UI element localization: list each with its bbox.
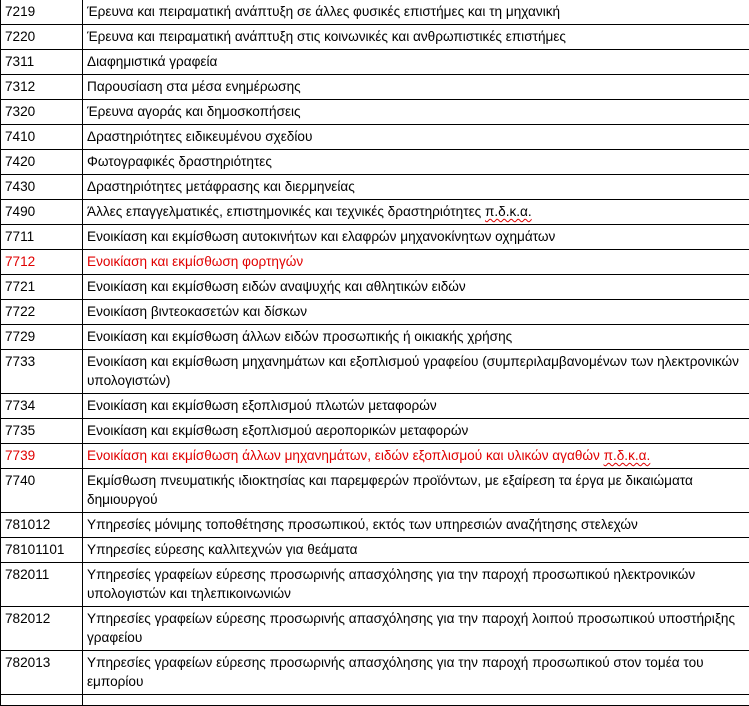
table-row xyxy=(1,394,749,419)
activity-description-text: Υπηρεσίες γραφείων εύρεσης προσωρινής απασχόλησης για την παροχή προσωπικού στον τομέα του εμπορίου xyxy=(87,655,704,689)
activity-description-cell xyxy=(83,300,749,325)
table-row xyxy=(1,607,749,651)
activity-description-text: Δραστηριότητες ειδικευμένου σχεδίου xyxy=(87,129,312,144)
table-row xyxy=(1,563,749,607)
activity-description-text: Διαφημιστικά γραφεία xyxy=(87,54,217,69)
activity-description-text: Ενοικίαση και εκμίσθωση άλλων ειδών προσωπικής ή οικιακής χρήσης xyxy=(87,329,512,344)
activity-code-cell: 7219 xyxy=(1,0,83,25)
activity-description-cell xyxy=(83,100,749,125)
activity-description-cell xyxy=(83,394,749,419)
activity-code-cell: 7490 xyxy=(1,200,83,225)
table-row xyxy=(1,538,749,563)
table-row xyxy=(1,100,749,125)
activity-code-table-body xyxy=(1,0,749,706)
activity-code-cell: 7740 xyxy=(1,469,83,513)
activity-code-cell: 7711 xyxy=(1,225,83,250)
activity-code-cell: 7320 xyxy=(1,100,83,125)
table-row xyxy=(1,469,749,513)
activity-description-cell xyxy=(83,175,749,200)
table-row xyxy=(1,419,749,444)
activity-description-cell xyxy=(83,419,749,444)
activity-code-cell xyxy=(1,695,83,706)
activity-description-cell xyxy=(83,0,749,25)
activity-description-text: Έρευνα και πειραματική ανάπτυξη στις κοινωνικές και ανθρωπιστικές επιστήμες xyxy=(87,29,566,44)
table-row xyxy=(1,175,749,200)
activity-description-cell xyxy=(83,607,749,651)
activity-description-text: Ενοικίαση και εκμίσθωση άλλων μηχανημάτων, ειδών εξοπλισμού και υλικών αγαθών xyxy=(87,448,600,463)
table-row xyxy=(1,0,749,25)
activity-description-text: Υπηρεσίες γραφείων εύρεσης προσωρινής απασχόλησης για την παροχή λοιπού προσωπικού υποστήριξης γραφείου xyxy=(87,611,735,645)
activity-description-cell xyxy=(83,150,749,175)
activity-description-cell xyxy=(83,225,749,250)
table-row xyxy=(1,350,749,394)
activity-description-text: Εκμίσθωση πνευματικής ιδιοκτησίας και παρεμφερών προϊόντων, με εξαίρεση τα έργα με δικαιώματα δημιουργού xyxy=(87,473,693,507)
activity-code-cell: 7734 xyxy=(1,394,83,419)
activity-description-text: Ενοικίαση και εκμίσθωση αυτοκινήτων και ελαφρών μηχανοκίνητων οχημάτων xyxy=(87,229,555,244)
activity-code-cell: 7312 xyxy=(1,75,83,100)
activity-code-cell: 7220 xyxy=(1,25,83,50)
activity-code-cell: 7721 xyxy=(1,275,83,300)
table-row xyxy=(1,250,749,275)
activity-code-cell: 7420 xyxy=(1,150,83,175)
activity-description-cell xyxy=(83,651,749,695)
activity-description-cell xyxy=(83,50,749,75)
activity-description-cell xyxy=(83,513,749,538)
activity-code-cell: 7410 xyxy=(1,125,83,150)
activity-description-cell xyxy=(83,125,749,150)
table-row xyxy=(1,325,749,350)
activity-description-cell xyxy=(83,250,749,275)
activity-code-cell: 7735 xyxy=(1,419,83,444)
abbreviation-text: π.δ.κ.α. xyxy=(485,204,532,219)
activity-description-text: Υπηρεσίες μόνιμης τοποθέτησης προσωπικού, εκτός των υπηρεσιών αναζήτησης στελεχών xyxy=(87,517,638,532)
activity-description-text: Ενοικίαση και εκμίσθωση μηχανημάτων και εξοπλισμού γραφείου (συμπεριλαμβανομένων των ηλεκτρονικών υπολογιστών) xyxy=(87,354,739,388)
table-row xyxy=(1,651,749,695)
activity-code-cell: 782012 xyxy=(1,607,83,651)
activity-description-text: Ενοικίαση και εκμίσθωση εξοπλισμού αεροπορικών μεταφορών xyxy=(87,423,468,438)
activity-code-cell: 7722 xyxy=(1,300,83,325)
table-row xyxy=(1,200,749,225)
activity-description-cell xyxy=(83,538,749,563)
activity-code-cell: 7729 xyxy=(1,325,83,350)
activity-description-cell xyxy=(83,444,749,469)
activity-description-text: Ενοικίαση βιντεοκασετών και δίσκων xyxy=(87,304,307,319)
table-row xyxy=(1,275,749,300)
activity-description-cell xyxy=(83,469,749,513)
table-row xyxy=(1,125,749,150)
activity-description-text: Ενοικίαση και εκμίσθωση εξοπλισμού πλωτών μεταφορών xyxy=(87,398,437,413)
table-row xyxy=(1,513,749,538)
activity-description-cell xyxy=(83,325,749,350)
activity-code-cell: 7311 xyxy=(1,50,83,75)
table-row xyxy=(1,50,749,75)
activity-code-cell: 78101101 xyxy=(1,538,83,563)
table-row-partial xyxy=(1,695,749,706)
activity-description-cell xyxy=(83,75,749,100)
activity-description-text: Παρουσίαση στα μέσα ενημέρωσης xyxy=(87,79,301,94)
activity-code-cell: 782011 xyxy=(1,563,83,607)
activity-description-cell xyxy=(83,350,749,394)
activity-description-cell xyxy=(83,563,749,607)
table-row xyxy=(1,75,749,100)
table-row xyxy=(1,444,749,469)
activity-description-cell xyxy=(83,275,749,300)
activity-description-text: Φωτογραφικές δραστηριότητες xyxy=(87,154,272,169)
activity-description-text: Ενοικίαση και εκμίσθωση ειδών αναψυχής και αθλητικών ειδών xyxy=(87,279,466,294)
activity-code-cell: 7733 xyxy=(1,350,83,394)
activity-code-cell: 781012 xyxy=(1,513,83,538)
activity-description-text: Υπηρεσίες γραφείων εύρεσης προσωρινής απασχόλησης για την παροχή προσωπικού ηλεκτρονικών υπολογιστών και τηλεπικοινωνιών xyxy=(87,567,695,601)
activity-description-cell xyxy=(83,200,749,225)
table-row xyxy=(1,150,749,175)
activity-description-cell xyxy=(83,25,749,50)
abbreviation-text: π.δ.κ.α. xyxy=(604,448,651,463)
activity-description-text: Υπηρεσίες εύρεσης καλλιτεχνών για θεάματα xyxy=(87,542,357,557)
activity-code-cell: 7430 xyxy=(1,175,83,200)
table-row xyxy=(1,25,749,50)
activity-code-cell: 782013 xyxy=(1,651,83,695)
activity-description-text: Δραστηριότητες μετάφρασης και διερμηνείας xyxy=(87,179,355,194)
activity-description-text: Έρευνα και πειραματική ανάπτυξη σε άλλες φυσικές επιστήμες και τη μηχανική xyxy=(87,4,560,19)
activity-description-text: Ενοικίαση και εκμίσθωση φορτηγών xyxy=(87,254,303,269)
activity-code-cell: 7712 xyxy=(1,250,83,275)
table-row xyxy=(1,300,749,325)
activity-description-text: Άλλες επαγγελματικές, επιστημονικές και τεχνικές δραστηριότητες xyxy=(87,204,481,219)
table-row xyxy=(1,225,749,250)
activity-description-cell xyxy=(83,695,749,706)
activity-description-text: Έρευνα αγοράς και δημοσκοπήσεις xyxy=(87,104,301,119)
activity-code-cell: 7739 xyxy=(1,444,83,469)
